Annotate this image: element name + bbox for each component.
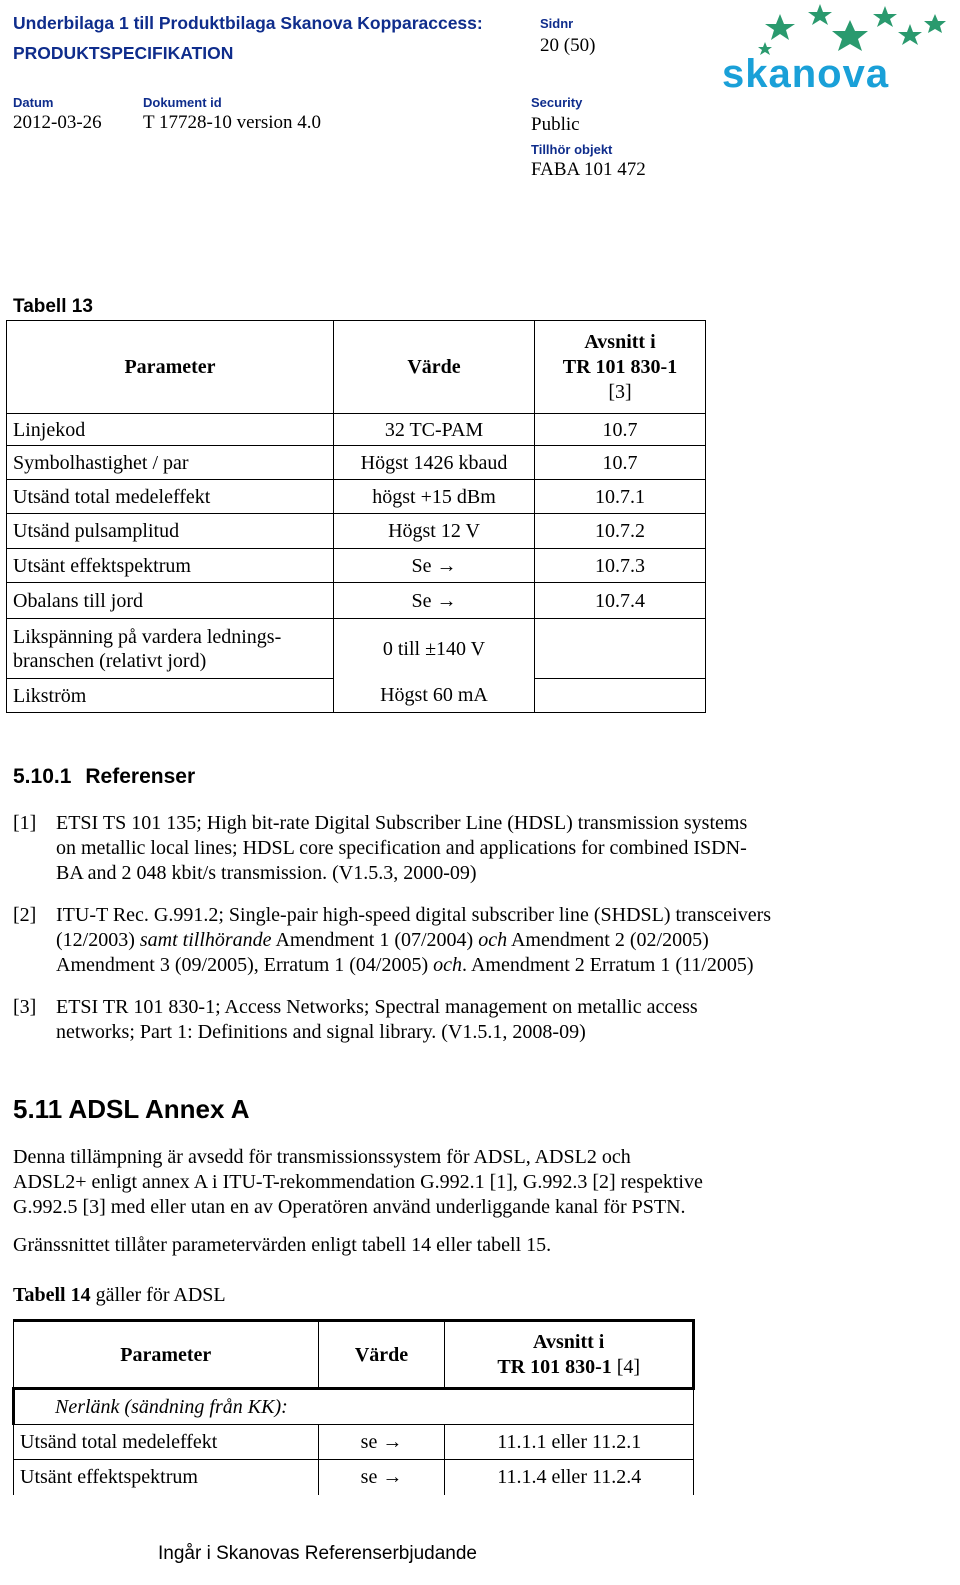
cell-param: Linjekod — [7, 414, 334, 446]
reference-line: Amendment 3 (09/2005), Erratum 1 (04/2005) och. Amendment 2 Erratum 1 (11/2005) — [56, 954, 754, 976]
reference-line: networks; Part 1: Definitions and signal library. (V1.5.1, 2008-09) — [56, 1021, 586, 1043]
cell-value: Högst 1426 kbaud — [334, 446, 535, 480]
cell-param: Symbolhastighet / par — [7, 446, 334, 480]
heading-number: 5.10.1 — [13, 765, 72, 788]
reference-line: ETSI TR 101 830-1; Access Networks; Spectral management on metallic access — [56, 996, 698, 1018]
adsl-heading: 5.11 ADSL Annex A — [13, 1094, 250, 1124]
cell-value: 32 TC-PAM — [334, 414, 535, 446]
skanova-logo — [720, 2, 955, 97]
subheader-nerlank: Nerlänk (sändning från KK): — [14, 1389, 694, 1425]
datum-value: 2012-03-26 — [13, 112, 102, 133]
cell-section: 10.7.4 — [535, 583, 706, 619]
reference-line: ITU-T Rec. G.991.2; Single-pair high-speed digital subscriber line (SHDSL) transceivers — [56, 904, 772, 926]
table-row — [7, 679, 706, 713]
header-title-line2: PRODUKTSPECIFIKATION — [13, 43, 234, 63]
cell-section — [535, 619, 706, 679]
security-label: Security — [531, 95, 583, 110]
cell-section: 10.7 — [535, 446, 706, 480]
heading-text: Referenser — [85, 765, 196, 788]
logo-text: skanova — [722, 52, 890, 96]
table-row — [7, 414, 706, 446]
dokument-value: T 17728-10 version 4.0 — [143, 112, 322, 133]
paragraph-line: ADSL2+ enligt annex A i ITU-T-rekommendation G.992.1 [1], G.992.3 [2] respektive — [13, 1171, 703, 1193]
reference-label: [1] — [13, 812, 37, 834]
avsnitt-line2: TR 101 830-1 — [562, 355, 678, 378]
dokument-label: Dokument id — [143, 95, 222, 110]
col-header-varde: Värde — [334, 321, 535, 414]
reference-line: (12/2003) samt tillhörande Amendment 1 (07/2004) och Amendment 2 (02/2005) — [56, 929, 709, 951]
cell-param: Utsänd total medeleffekt — [7, 480, 334, 514]
col-header-varde: Värde — [318, 1321, 445, 1389]
cell-param: Utsänd total medeleffekt — [14, 1425, 319, 1460]
table13-caption: Tabell 13 — [13, 296, 93, 317]
table-row — [7, 619, 706, 679]
avsnitt-line1: Avsnitt i — [584, 330, 656, 353]
cell-param-line2: branschen (relativt jord) — [13, 649, 207, 672]
datum-label: Datum — [13, 95, 54, 110]
cell-section: 10.7.1 — [535, 480, 706, 514]
cell-value: högst +15 dBm — [334, 480, 535, 514]
sidnr-label: Sidnr — [540, 16, 574, 31]
paragraph-line: Denna tillämpning är avsedd för transmissionssystem för ADSL, ADSL2 och — [13, 1146, 631, 1168]
reference-label: [3] — [13, 996, 37, 1018]
col-header-parameter: Parameter — [7, 321, 334, 414]
adsl-paragraph-1 — [13, 1145, 703, 1220]
reference-label: [2] — [13, 904, 37, 926]
cell-section: 10.7.2 — [535, 514, 706, 549]
adsl-paragraph-2: Gränssnittet tillåter parametervärden enligt tabell 14 eller tabell 15. — [13, 1234, 552, 1256]
reference-line: ETSI TS 101 135; High bit-rate Digital Subscriber Line (HDSL) transmission systems — [56, 812, 748, 834]
table-row — [7, 549, 706, 583]
avsnitt-line2: TR 101 830-1 — [497, 1355, 612, 1378]
table14-caption — [13, 1283, 226, 1308]
cell-section — [535, 679, 706, 713]
cell-value: se → — [318, 1460, 445, 1495]
footer-text: Ingår i Skanovas Referenserbjudande — [158, 1543, 477, 1564]
avsnitt-line3: [3] — [608, 380, 632, 403]
cell-value: Högst 60 mA — [334, 679, 535, 713]
col-header-parameter: Parameter — [14, 1321, 319, 1389]
cell-value: Se → — [334, 583, 535, 619]
referenser-heading — [13, 765, 195, 789]
cell-value: Högst 12 V — [334, 514, 535, 549]
cell-value: 0 till ±140 V — [334, 619, 535, 679]
reference-line: BA and 2 048 kbit/s transmission. (V1.5.3, 2000-09) — [56, 862, 477, 884]
cell-section: 11.1.1 eller 11.2.1 — [445, 1425, 694, 1460]
table-row — [7, 583, 706, 619]
paragraph-line: G.992.5 [3] med eller utan en av Operatören använd underliggande kanal för PSTN. — [13, 1196, 686, 1218]
table13 — [6, 320, 706, 713]
cell-param: Likström — [7, 679, 334, 713]
avsnitt-ref: [4] — [616, 1355, 641, 1378]
cell-value: se → — [318, 1425, 445, 1460]
cell-section: 10.7 — [535, 414, 706, 446]
col-header-avsnitt — [445, 1321, 694, 1389]
sidnr-value: 20 (50) — [540, 35, 596, 56]
table-row — [14, 1425, 694, 1460]
header-title-line1: Underbilaga 1 till Produktbilaga Skanova Kopparaccess: — [13, 13, 483, 33]
caption-rest: gäller för ADSL — [90, 1284, 226, 1306]
cell-value: Se → — [334, 549, 535, 583]
cell-param — [7, 619, 334, 679]
table-row — [7, 480, 706, 514]
reference-line: on metallic local lines; HDSL core specification and applications for combined ISDN- — [56, 837, 747, 859]
cell-param: Utsänd pulsamplitud — [7, 514, 334, 549]
avsnitt-line1: Avsnitt i — [533, 1330, 605, 1353]
table14 — [12, 1319, 695, 1495]
cell-param: Obalans till jord — [7, 583, 334, 619]
cell-param-line1: Likspänning på vardera lednings- — [13, 625, 282, 648]
cell-param: Utsänt effektspektrum — [14, 1460, 319, 1495]
cell-param: Utsänt effektspektrum — [7, 549, 334, 583]
cell-section: 10.7.3 — [535, 549, 706, 583]
cell-section: 11.1.4 eller 11.2.4 — [445, 1460, 694, 1495]
table-row — [7, 514, 706, 549]
security-value: Public — [531, 114, 580, 135]
objekt-value: FABA 101 472 — [531, 159, 646, 180]
caption-bold: Tabell 14 — [13, 1284, 91, 1306]
table-row — [7, 446, 706, 480]
objekt-label: Tillhör objekt — [531, 142, 613, 157]
col-header-avsnitt — [535, 321, 706, 414]
table-row — [14, 1460, 694, 1495]
